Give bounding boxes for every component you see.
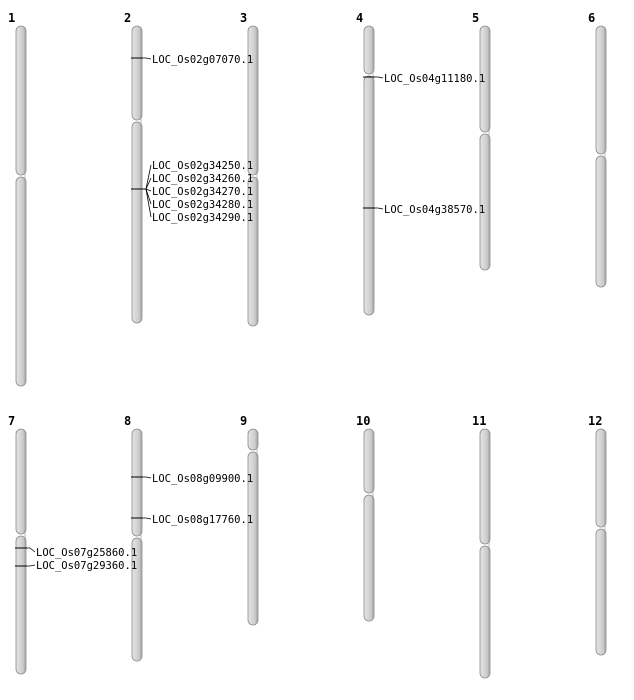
gene-connector bbox=[143, 58, 151, 59]
chromosome-5 bbox=[472, 11, 490, 270]
gene-label: LOC_Os02g34280.1 bbox=[152, 199, 254, 211]
chromosome-1-shade bbox=[24, 29, 26, 383]
chromosome-number: 6 bbox=[588, 11, 596, 25]
chromosome-number: 1 bbox=[8, 11, 16, 25]
chromosome-6-shade bbox=[604, 29, 606, 284]
chromosome-1 bbox=[8, 11, 26, 386]
gene-label: LOC_Os07g29360.1 bbox=[36, 560, 138, 572]
gene-marker bbox=[131, 514, 253, 526]
gene-label: LOC_Os02g34270.1 bbox=[152, 186, 254, 198]
chromosome-9-shade bbox=[256, 432, 258, 622]
gene-marker bbox=[363, 204, 485, 216]
chromosome-number: 7 bbox=[8, 414, 16, 428]
chromosome-8-shade bbox=[140, 432, 142, 658]
gene-marker bbox=[131, 473, 253, 485]
chromosome-10-shade bbox=[372, 432, 374, 618]
gene-label: LOC_Os08g09900.1 bbox=[152, 473, 254, 485]
chromosome-7-shade bbox=[24, 432, 26, 671]
gene-connector bbox=[375, 77, 383, 78]
gene-marker bbox=[15, 547, 137, 559]
gene-marker bbox=[131, 186, 253, 198]
chromosome-4-shade bbox=[372, 29, 374, 312]
gene-connector bbox=[143, 518, 151, 519]
chromosome-5-shade bbox=[488, 29, 490, 267]
gene-connector bbox=[375, 208, 383, 209]
gene-connector bbox=[143, 189, 151, 217]
chromosome-4 bbox=[356, 11, 374, 315]
chromosome-2-shade bbox=[140, 29, 142, 320]
chromosome-12-shade bbox=[604, 432, 606, 652]
chromosome-number: 8 bbox=[124, 414, 132, 428]
chromosome-6 bbox=[588, 11, 606, 287]
chromosome-10 bbox=[356, 414, 374, 621]
chromosome-8 bbox=[124, 414, 142, 661]
chromosome-number: 10 bbox=[356, 414, 371, 428]
chromosome-3-shade bbox=[256, 29, 258, 323]
chromosome-number: 9 bbox=[240, 414, 248, 428]
gene-label: LOC_Os04g38570.1 bbox=[384, 204, 486, 216]
gene-label: LOC_Os04g11180.1 bbox=[384, 73, 486, 85]
chromosome-7 bbox=[8, 414, 26, 674]
chromosome-number: 4 bbox=[356, 11, 364, 25]
gene-connector bbox=[27, 565, 35, 566]
chromosome-number: 12 bbox=[588, 414, 603, 428]
gene-marker bbox=[363, 73, 485, 85]
gene-label: LOC_Os07g25860.1 bbox=[36, 547, 138, 559]
chromosome-number: 5 bbox=[472, 11, 480, 25]
chromosome-number: 3 bbox=[240, 11, 248, 25]
gene-connector bbox=[143, 477, 151, 478]
gene-connector bbox=[27, 548, 35, 552]
gene-label: LOC_Os02g07070.1 bbox=[152, 54, 254, 66]
gene-label: LOC_Os02g34290.1 bbox=[152, 212, 254, 224]
chromosome-number: 2 bbox=[124, 11, 132, 25]
chromosome-11-shade bbox=[488, 432, 490, 675]
gene-label: LOC_Os02g34260.1 bbox=[152, 173, 254, 185]
chromosome-12 bbox=[588, 414, 606, 655]
gene-connector bbox=[143, 165, 151, 189]
chromosome-number: 11 bbox=[472, 414, 487, 428]
gene-label: LOC_Os02g34250.1 bbox=[152, 160, 254, 172]
chromosome-11 bbox=[472, 414, 490, 678]
gene-label: LOC_Os08g17760.1 bbox=[152, 514, 254, 526]
gene-marker bbox=[15, 560, 137, 572]
gene-marker bbox=[131, 54, 253, 66]
